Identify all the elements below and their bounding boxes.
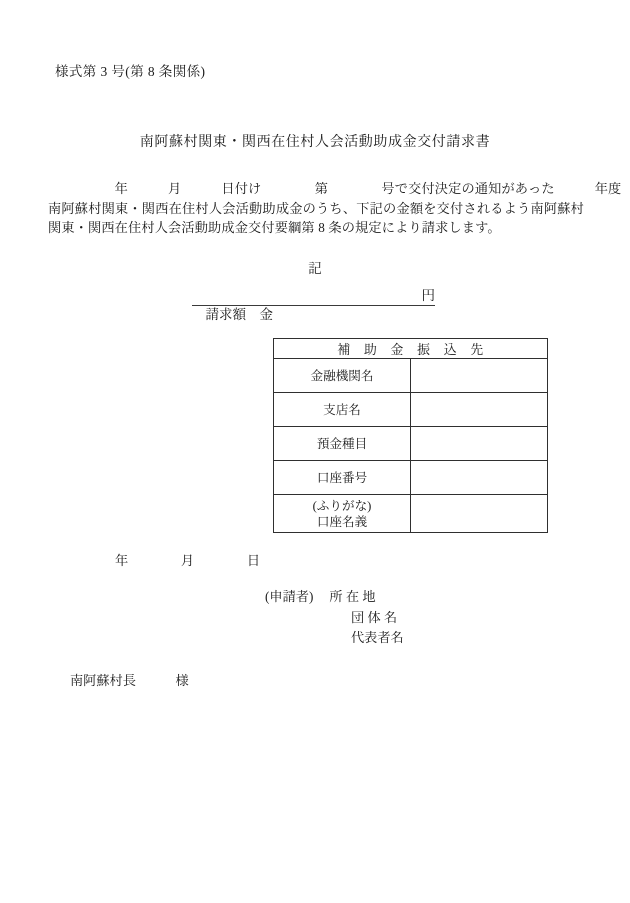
table-row (274, 461, 548, 495)
bank-table-label-account-holder (274, 495, 411, 533)
body-paragraph (48, 179, 622, 238)
addressee-label: 南阿蘇村長 様 (70, 673, 189, 688)
bank-table-value-account-holder[interactable] (411, 495, 548, 533)
table-row (274, 495, 548, 533)
bank-table-label-branch: 支店名 (274, 393, 411, 427)
bank-transfer-table (273, 338, 548, 533)
body-paragraph-line-2: 南阿蘇村関東・関西在住村人会活動助成金のうち、下記の金額を交付されるよう南阿蘇村関東・関西在住村人会活動助成金交付要綱第 8 条の規定により請求します。 (48, 200, 584, 235)
bank-table-label-financial-institution: 金融機関名 (274, 359, 411, 393)
amount-label: 請求額 金 (205, 307, 273, 322)
bank-table-value-account-number[interactable] (411, 461, 548, 495)
document-title: 南阿蘇村関東・関西在住村人会活動助成金交付請求書 (139, 135, 491, 150)
ki-marker: 記 (308, 261, 322, 276)
bank-table-label-furigana: (ふりがな) (312, 498, 372, 513)
table-row (274, 427, 548, 461)
bank-table-label-account-name: 口座名義 (316, 514, 368, 529)
signature-date-line: 年 月 日 (115, 553, 261, 568)
applicant-field-representative: 代表者名 (351, 630, 404, 645)
bank-table-header-label: 補 助 金 振 込 先 (274, 339, 548, 359)
applicant-block (265, 587, 404, 649)
bank-table-value-branch[interactable] (411, 393, 548, 427)
form-number-label: 様式第 3 号(第 8 条関係) (55, 64, 206, 79)
amount-unit-label: 円 (421, 288, 435, 303)
bank-table-label-account-number: 口座番号 (274, 461, 411, 495)
applicant-field-address: 所 在 地 (329, 589, 376, 604)
applicant-field-organization: 団 体 名 (351, 609, 398, 625)
applicant-row-address (265, 587, 404, 608)
table-row (274, 359, 548, 393)
table-header-row (274, 339, 548, 359)
table-row (274, 393, 548, 427)
bank-table-value-account-type[interactable] (411, 427, 548, 461)
amount-claim-row (192, 286, 435, 322)
applicant-tag-label: (申請者) (265, 589, 314, 604)
bank-table-value-financial-institution[interactable] (411, 359, 548, 393)
body-paragraph-line-1: 年 月 日付け 第 号で交付決定の通知があった 年度 (48, 181, 622, 196)
bank-table-label-account-type: 預金種目 (274, 427, 411, 461)
